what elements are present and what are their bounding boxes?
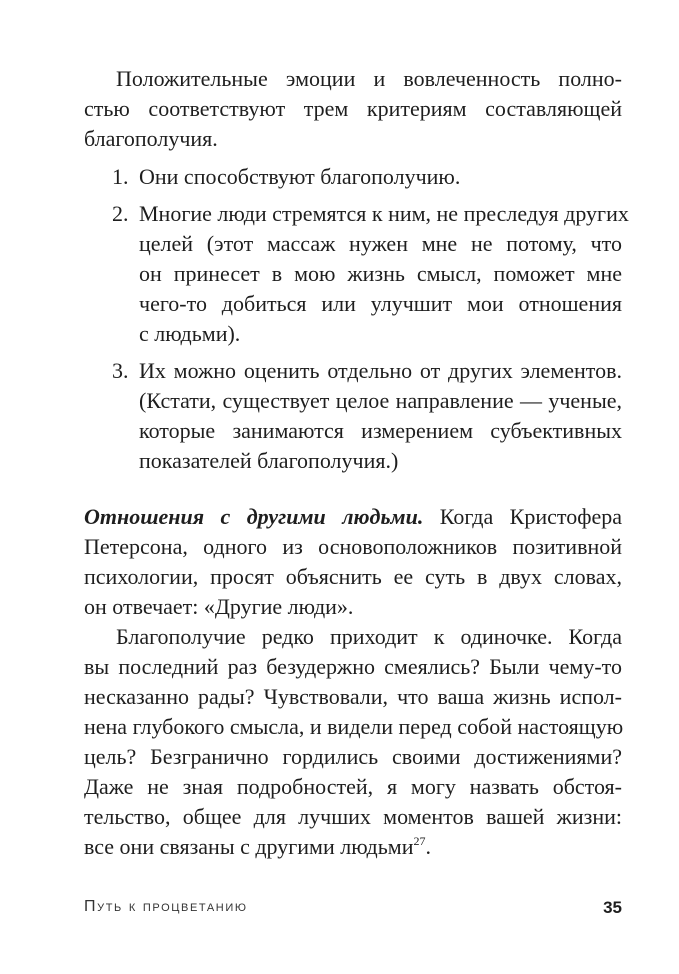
- text-line: Даже не зная подробностей, я могу назвать обстоя-: [84, 774, 622, 799]
- text-line: цель? Безгранично гордились своими достижениями?: [84, 744, 622, 769]
- list-item-number: 2.: [112, 201, 129, 226]
- list-item-number: 3.: [112, 358, 129, 383]
- text-line: психологии, просят объяснить ее суть в двух словах,: [84, 564, 622, 589]
- list-item: [84, 162, 622, 192]
- text-line: несказанно рады? Чувствовали, что ваша жизнь испол-: [84, 684, 622, 709]
- text-line: чего-то добиться или улучшит мои отношения: [139, 291, 622, 316]
- text-line: тельство, общее для лучших моментов вашей жизни:: [84, 804, 622, 829]
- text-line: Они способствуют благополучию.: [139, 164, 461, 189]
- footnote-reference[interactable]: 27: [413, 834, 426, 848]
- text-run: .: [425, 834, 431, 859]
- text-line: (Кстати, существует целое направление — ученые,: [139, 388, 622, 413]
- text-run: Когда Кристофера: [423, 504, 622, 529]
- page-number: 35: [603, 898, 622, 917]
- text-line: нена глубокого смысла, и видели перед собой настоящую: [84, 714, 624, 739]
- page-footer: [84, 898, 622, 922]
- text-line: Положительные эмоции и вовлеченность полно-: [116, 66, 622, 91]
- running-title: Путь к процветанию: [84, 898, 248, 915]
- text-line: которые занимаются измерением субъективных: [139, 418, 622, 443]
- text-line: Многие люди стремятся к ним, не преследуя других: [139, 201, 629, 226]
- text-line: Их можно оценить отдельно от других элементов.: [139, 358, 622, 383]
- wellbeing-paragraph: [84, 622, 622, 862]
- list-item: [84, 356, 622, 476]
- text-line: благополучия.: [84, 126, 218, 151]
- text-line: показателей благополучия.): [139, 448, 399, 473]
- criteria-list: [84, 162, 629, 476]
- text-line: он принесет в мою жизнь смысл, поможет мне: [139, 261, 622, 286]
- text-run: все они связаны с другими людьми: [84, 834, 414, 859]
- text-line: [84, 832, 622, 862]
- relationships-paragraph: [84, 502, 622, 622]
- list-item: [84, 199, 629, 349]
- text-line: целей (этот массаж нужен мне не потому, что: [139, 231, 622, 256]
- text-line: Петерсона, одного из основоположников позитивной: [84, 534, 622, 559]
- text-line: [84, 502, 622, 532]
- section-heading: Отношения с другими людьми.: [84, 504, 424, 529]
- page-body: [84, 64, 629, 862]
- text-line: вы последний раз безудержно смеялись? Были чему-то: [84, 654, 622, 679]
- intro-paragraph: [84, 64, 622, 154]
- text-line: с людьми).: [139, 321, 241, 346]
- list-item-number: 1.: [112, 164, 129, 189]
- text-line: Благополучие редко приходит к одиночке. Когда: [116, 624, 622, 649]
- text-line: стью соответствуют трем критериям составляющей: [84, 96, 622, 121]
- text-line: он отвечает: «Другие люди».: [84, 594, 354, 619]
